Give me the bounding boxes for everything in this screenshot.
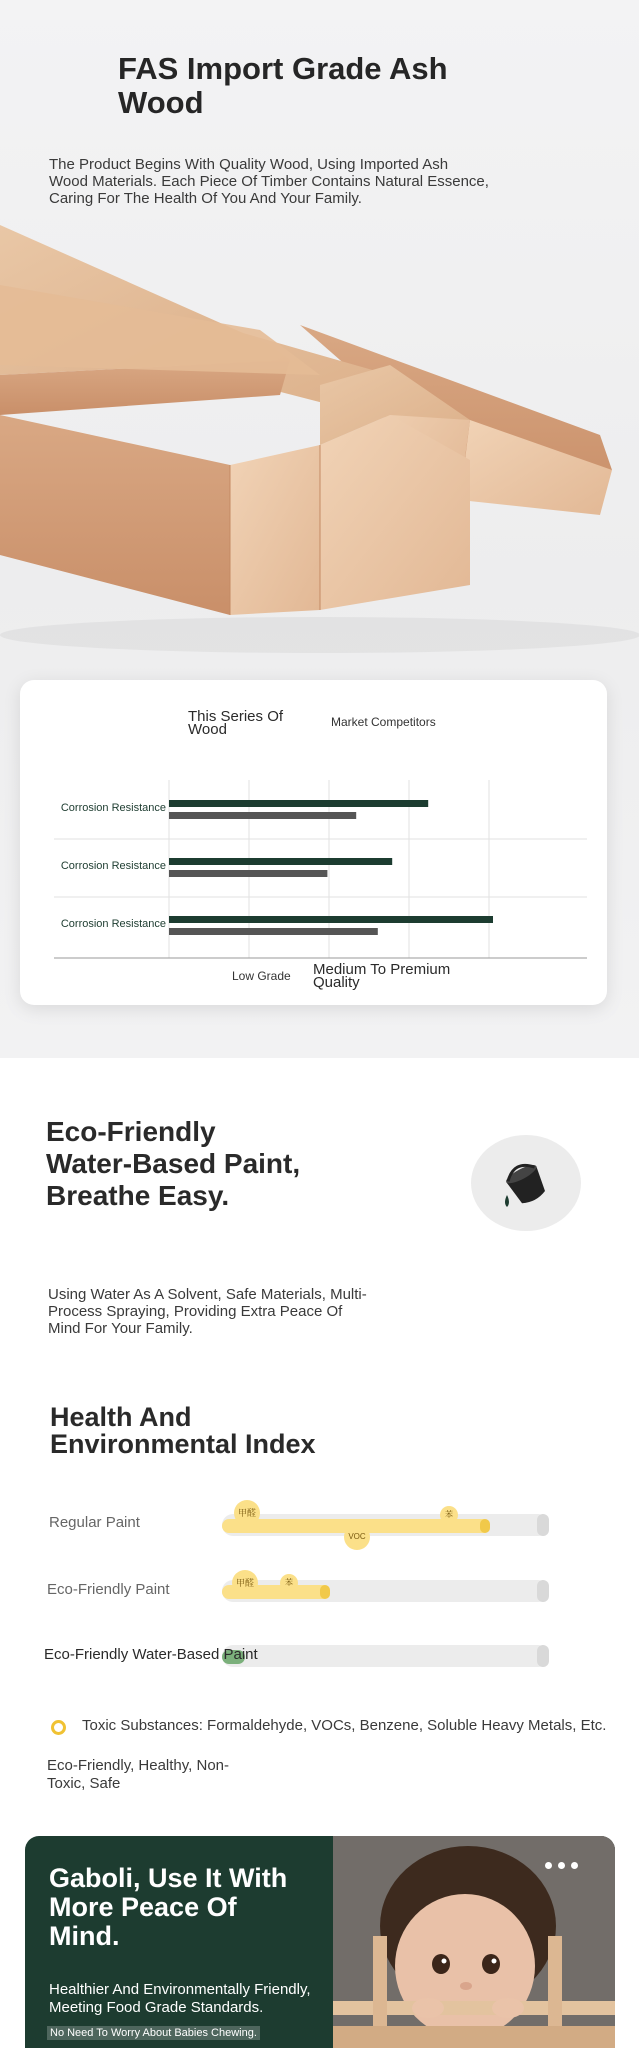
bar-competitor xyxy=(169,812,356,819)
eco-paint-title: Eco-Friendly Water-Based Paint, Breathe Easy. xyxy=(46,1116,301,1211)
x-tick-premium: Medium To Premium xyxy=(313,961,451,978)
formaldehyde-badge: 甲醛 xyxy=(234,1500,260,1526)
benzene-badge: 苯 xyxy=(280,1574,298,1592)
bar-this-series xyxy=(169,858,392,865)
bar-end-cap xyxy=(537,1645,549,1667)
eco-paint-label: Eco-Friendly Paint xyxy=(47,1581,170,1598)
comparison-chart-card xyxy=(20,680,607,1005)
paint-icon-badge xyxy=(471,1135,581,1231)
x-tick-premium-line2: Quality xyxy=(313,974,360,991)
water-paint-label: Eco-Friendly Water-Based Paint xyxy=(44,1646,258,1663)
x-tick-low-grade: Low Grade xyxy=(232,969,291,983)
bullet-icon xyxy=(51,1720,66,1735)
more-options-icon[interactable] xyxy=(545,1856,589,1864)
bar-competitor xyxy=(169,928,378,935)
eco-paint-description: Using Water As A Solvent, Safe Materials, Multi-Process Spraying, Providing Extra Peace Of Mind For Your Family. xyxy=(48,1286,367,1337)
voc-badge: VOC xyxy=(344,1524,370,1550)
legend-series-1: This Series Of xyxy=(188,708,284,725)
bar-end-cap xyxy=(537,1514,549,1536)
eco-paint-bar xyxy=(222,1580,549,1602)
promo-note: No Need To Worry About Babies Chewing. xyxy=(47,2026,260,2040)
legend-series-1-line2: Wood xyxy=(188,721,227,738)
ash-wood-planks-image xyxy=(0,225,639,665)
safety-note: Eco-Friendly, Healthy, Non-Toxic, Safe xyxy=(47,1757,230,1792)
promo-subtitle: Healthier And Environmentally Friendly, Meeting Food Grade Standards. xyxy=(49,1981,311,2016)
health-index-title: Health And Environmental Index xyxy=(50,1402,316,1459)
bar-this-series xyxy=(169,916,493,923)
regular-paint-label: Regular Paint xyxy=(49,1514,140,1531)
regular-paint-bar xyxy=(222,1508,549,1541)
benzene-badge: 苯 xyxy=(440,1506,458,1524)
toxic-substances-text: Toxic Substances: Formaldehyde, VOCs, Benzene, Soluble Heavy Metals, Etc. xyxy=(82,1717,607,1734)
promo-title: Gaboli, Use It With More Peace Of Mind. xyxy=(49,1863,288,1951)
level-end xyxy=(480,1519,490,1533)
category-label: Corrosion Resistance xyxy=(60,860,166,872)
comparison-bar-chart xyxy=(20,680,607,1005)
bar-this-series xyxy=(169,800,428,807)
wood-description: The Product Begins With Quality Wood, Using Imported Ash Wood Materials. Each Piece Of Timber Contains Natural Essence, Caring For The Health Of You And Your Family. xyxy=(49,156,489,207)
level-end xyxy=(320,1585,330,1599)
wood-title: FAS Import Grade Ash Wood xyxy=(118,51,448,120)
water-paint-bar xyxy=(222,1645,549,1667)
legend-series-2: Market Competitors xyxy=(331,715,436,729)
formaldehyde-badge: 甲醛 xyxy=(232,1570,258,1596)
bar-end-cap xyxy=(537,1580,549,1602)
paint-bucket-icon xyxy=(499,1155,553,1211)
category-label: Corrosion Resistance xyxy=(60,802,166,814)
category-label: Corrosion Resistance xyxy=(60,918,166,930)
promo-banner xyxy=(25,1836,615,2048)
bar-competitor xyxy=(169,870,327,877)
